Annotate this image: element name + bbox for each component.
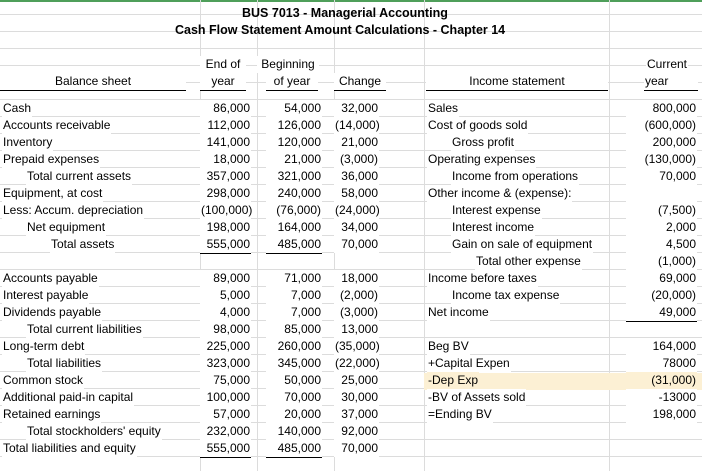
title-line-1: BUS 7013 - Managerial Accounting	[242, 6, 448, 20]
change-value: (3,000)	[334, 304, 379, 321]
beginning-of-year-value: 70,000	[266, 389, 322, 406]
end-of-year-value: 100,000	[200, 389, 251, 406]
balance-label: Less: Accum. depreciation	[3, 203, 144, 217]
income-label: Net income	[428, 305, 489, 319]
header-beginning: Beginning	[257, 56, 319, 73]
balance-label: Total stockholders' equity	[27, 424, 161, 438]
end-of-year-value: 298,000	[200, 185, 251, 202]
income-label: Interest income	[452, 220, 535, 234]
end-of-year-value: 86,000	[200, 100, 251, 117]
beginning-of-year-value: 50,000	[266, 372, 322, 389]
bv-value: (31,000)	[626, 372, 697, 389]
balance-label: Inventory	[3, 135, 53, 149]
gridline-v	[424, 0, 425, 471]
change-value: 30,000	[334, 389, 379, 406]
bv-label: =Ending BV	[428, 407, 492, 421]
income-value: 69,000	[626, 270, 697, 287]
end-of-year-value: 75,000	[200, 372, 251, 389]
bv-label: -BV of Assets sold	[428, 390, 526, 404]
change-value: 70,000	[334, 236, 379, 253]
change-value: 36,000	[334, 168, 379, 185]
end-of-year-value: 57,000	[200, 406, 251, 424]
income-label: Other income & (expense):	[428, 186, 572, 200]
gridline-h	[0, 65, 702, 66]
end-of-year-value: 323,000	[200, 355, 251, 373]
change-value: 32,000	[334, 100, 379, 117]
end-of-year-value: 112,000	[200, 117, 251, 134]
beginning-of-year-value: 7,000	[266, 304, 322, 322]
gridline-v	[609, 0, 610, 471]
bv-value: 198,000	[626, 406, 697, 423]
balance-label: Interest payable	[3, 288, 89, 302]
beginning-of-year-value: 126,000	[266, 117, 322, 134]
balance-label: Total assets	[51, 237, 115, 251]
income-value: 70,000	[626, 168, 697, 185]
income-value: (600,000)	[626, 117, 697, 135]
bv-label: -Dep Exp	[428, 373, 479, 387]
balance-label: Accounts payable	[3, 271, 98, 285]
beginning-of-year-value: 321,000	[266, 168, 322, 186]
end-of-year-value: 225,000	[200, 338, 251, 356]
change-value: 92,000	[334, 423, 379, 440]
balance-label: Long-term debt	[3, 339, 85, 353]
bv-label: Beg BV	[428, 339, 469, 353]
change-value: 70,000	[334, 440, 379, 457]
end-of-year-value: 357,000	[200, 168, 251, 186]
income-label: Income before taxes	[428, 271, 537, 285]
beginning-of-year-value: 20,000	[266, 406, 322, 424]
income-label: Sales	[428, 101, 459, 115]
bv-value: 78000	[626, 355, 697, 372]
end-of-year-value: 98,000	[200, 321, 251, 339]
bv-value: -13000	[626, 389, 697, 407]
beginning-of-year-value: 485,000	[266, 236, 322, 254]
end-of-year-value: 5,000	[200, 287, 251, 304]
income-label: Gain on sale of equipment	[452, 237, 593, 251]
end-of-year-value: 4,000	[200, 304, 251, 322]
income-value	[626, 185, 697, 202]
income-label: Income tax expense	[452, 288, 560, 302]
beginning-of-year-value: 54,000	[266, 100, 322, 117]
change-value: 58,000	[334, 185, 379, 202]
header-end-year: year	[200, 73, 246, 91]
income-label: Operating expenses	[428, 152, 536, 166]
end-of-year-value: 555,000	[200, 236, 251, 254]
gridline-h	[0, 48, 702, 49]
income-value: 49,000	[626, 304, 697, 322]
header-income-statement: Income statement	[426, 73, 608, 91]
beginning-of-year-value: 260,000	[266, 338, 322, 356]
change-value: 13,000	[334, 321, 379, 338]
income-value: 800,000	[626, 100, 697, 117]
change-value: (3,000)	[334, 151, 379, 168]
income-value: (130,000)	[626, 151, 697, 169]
income-label: Cost of goods sold	[428, 118, 528, 132]
end-of-year-value: 232,000	[200, 423, 251, 441]
header-current-year: year	[644, 73, 698, 91]
end-of-year-value: 18,000	[200, 151, 251, 169]
income-label: Gross profit	[452, 135, 515, 149]
balance-label: Total current liabilities	[27, 322, 142, 336]
change-value: (14,000)	[335, 118, 380, 132]
income-value: (20,000)	[626, 287, 697, 305]
end-of-year-value: 555,000	[200, 440, 251, 458]
change-value: (35,000)	[335, 339, 380, 353]
header-of-year: of year	[266, 73, 318, 91]
change-value: (22,000)	[335, 356, 380, 370]
beginning-of-year-value: 345,000	[266, 355, 322, 373]
beginning-of-year-value: 164,000	[266, 219, 322, 237]
beginning-of-year-value: 120,000	[266, 134, 322, 151]
balance-label: Total current assets	[27, 169, 132, 183]
end-of-year-value: (100,000)	[200, 202, 251, 220]
header-end-of: End of	[200, 56, 246, 73]
change-value: 37,000	[334, 406, 379, 423]
balance-label: Dividends payable	[3, 305, 102, 319]
income-value: 2,000	[626, 219, 697, 236]
bv-label: +Capital Expen	[428, 356, 510, 370]
change-value: (2,000)	[334, 287, 379, 304]
balance-label: Additional paid-in capital	[3, 390, 134, 404]
change-value: (24,000)	[335, 203, 380, 217]
income-value: 4,500	[626, 236, 697, 254]
header-change: Change	[334, 73, 386, 91]
income-label: Total other expense	[476, 254, 581, 268]
top-border	[0, 0, 702, 2]
income-label: Interest expense	[452, 203, 541, 217]
balance-label: Accounts receivable	[3, 118, 111, 132]
change-value: 21,000	[334, 134, 379, 151]
income-value: (1,000)	[626, 253, 697, 271]
end-of-year-value: 89,000	[200, 270, 251, 287]
end-of-year-value: 198,000	[200, 219, 251, 237]
change-value: 34,000	[334, 219, 379, 236]
balance-label: Retained earnings	[3, 407, 101, 421]
income-value: (7,500)	[626, 202, 697, 219]
header-balance-sheet: Balance sheet	[0, 73, 186, 91]
beginning-of-year-value: 7,000	[266, 287, 322, 304]
income-label: Income from operations	[452, 169, 579, 183]
beginning-of-year-value: 21,000	[266, 151, 322, 169]
change-value: 25,000	[334, 372, 379, 389]
beginning-of-year-value: (76,000)	[266, 202, 322, 220]
balance-label: Total liabilities and equity	[3, 441, 136, 455]
change-value: 18,000	[334, 270, 379, 287]
balance-label: Total liabilities	[27, 356, 102, 370]
balance-label: Common stock	[3, 373, 84, 387]
income-value: 200,000	[626, 134, 697, 151]
balance-label: Prepaid expenses	[3, 152, 100, 166]
bv-value: 164,000	[626, 338, 697, 355]
header-current: Current	[647, 57, 688, 71]
title-line-2: Cash Flow Statement Amount Calculations - Chapter 14	[175, 23, 506, 37]
beginning-of-year-value: 485,000	[266, 440, 322, 458]
balance-label: Equipment, at cost	[3, 186, 103, 200]
beginning-of-year-value: 140,000	[266, 423, 322, 441]
beginning-of-year-value: 71,000	[266, 270, 322, 287]
balance-label: Cash	[3, 101, 32, 115]
balance-label: Net equipment	[27, 220, 106, 234]
end-of-year-value: 141,000	[200, 134, 251, 151]
beginning-of-year-value: 85,000	[266, 321, 322, 339]
beginning-of-year-value: 240,000	[266, 185, 322, 202]
